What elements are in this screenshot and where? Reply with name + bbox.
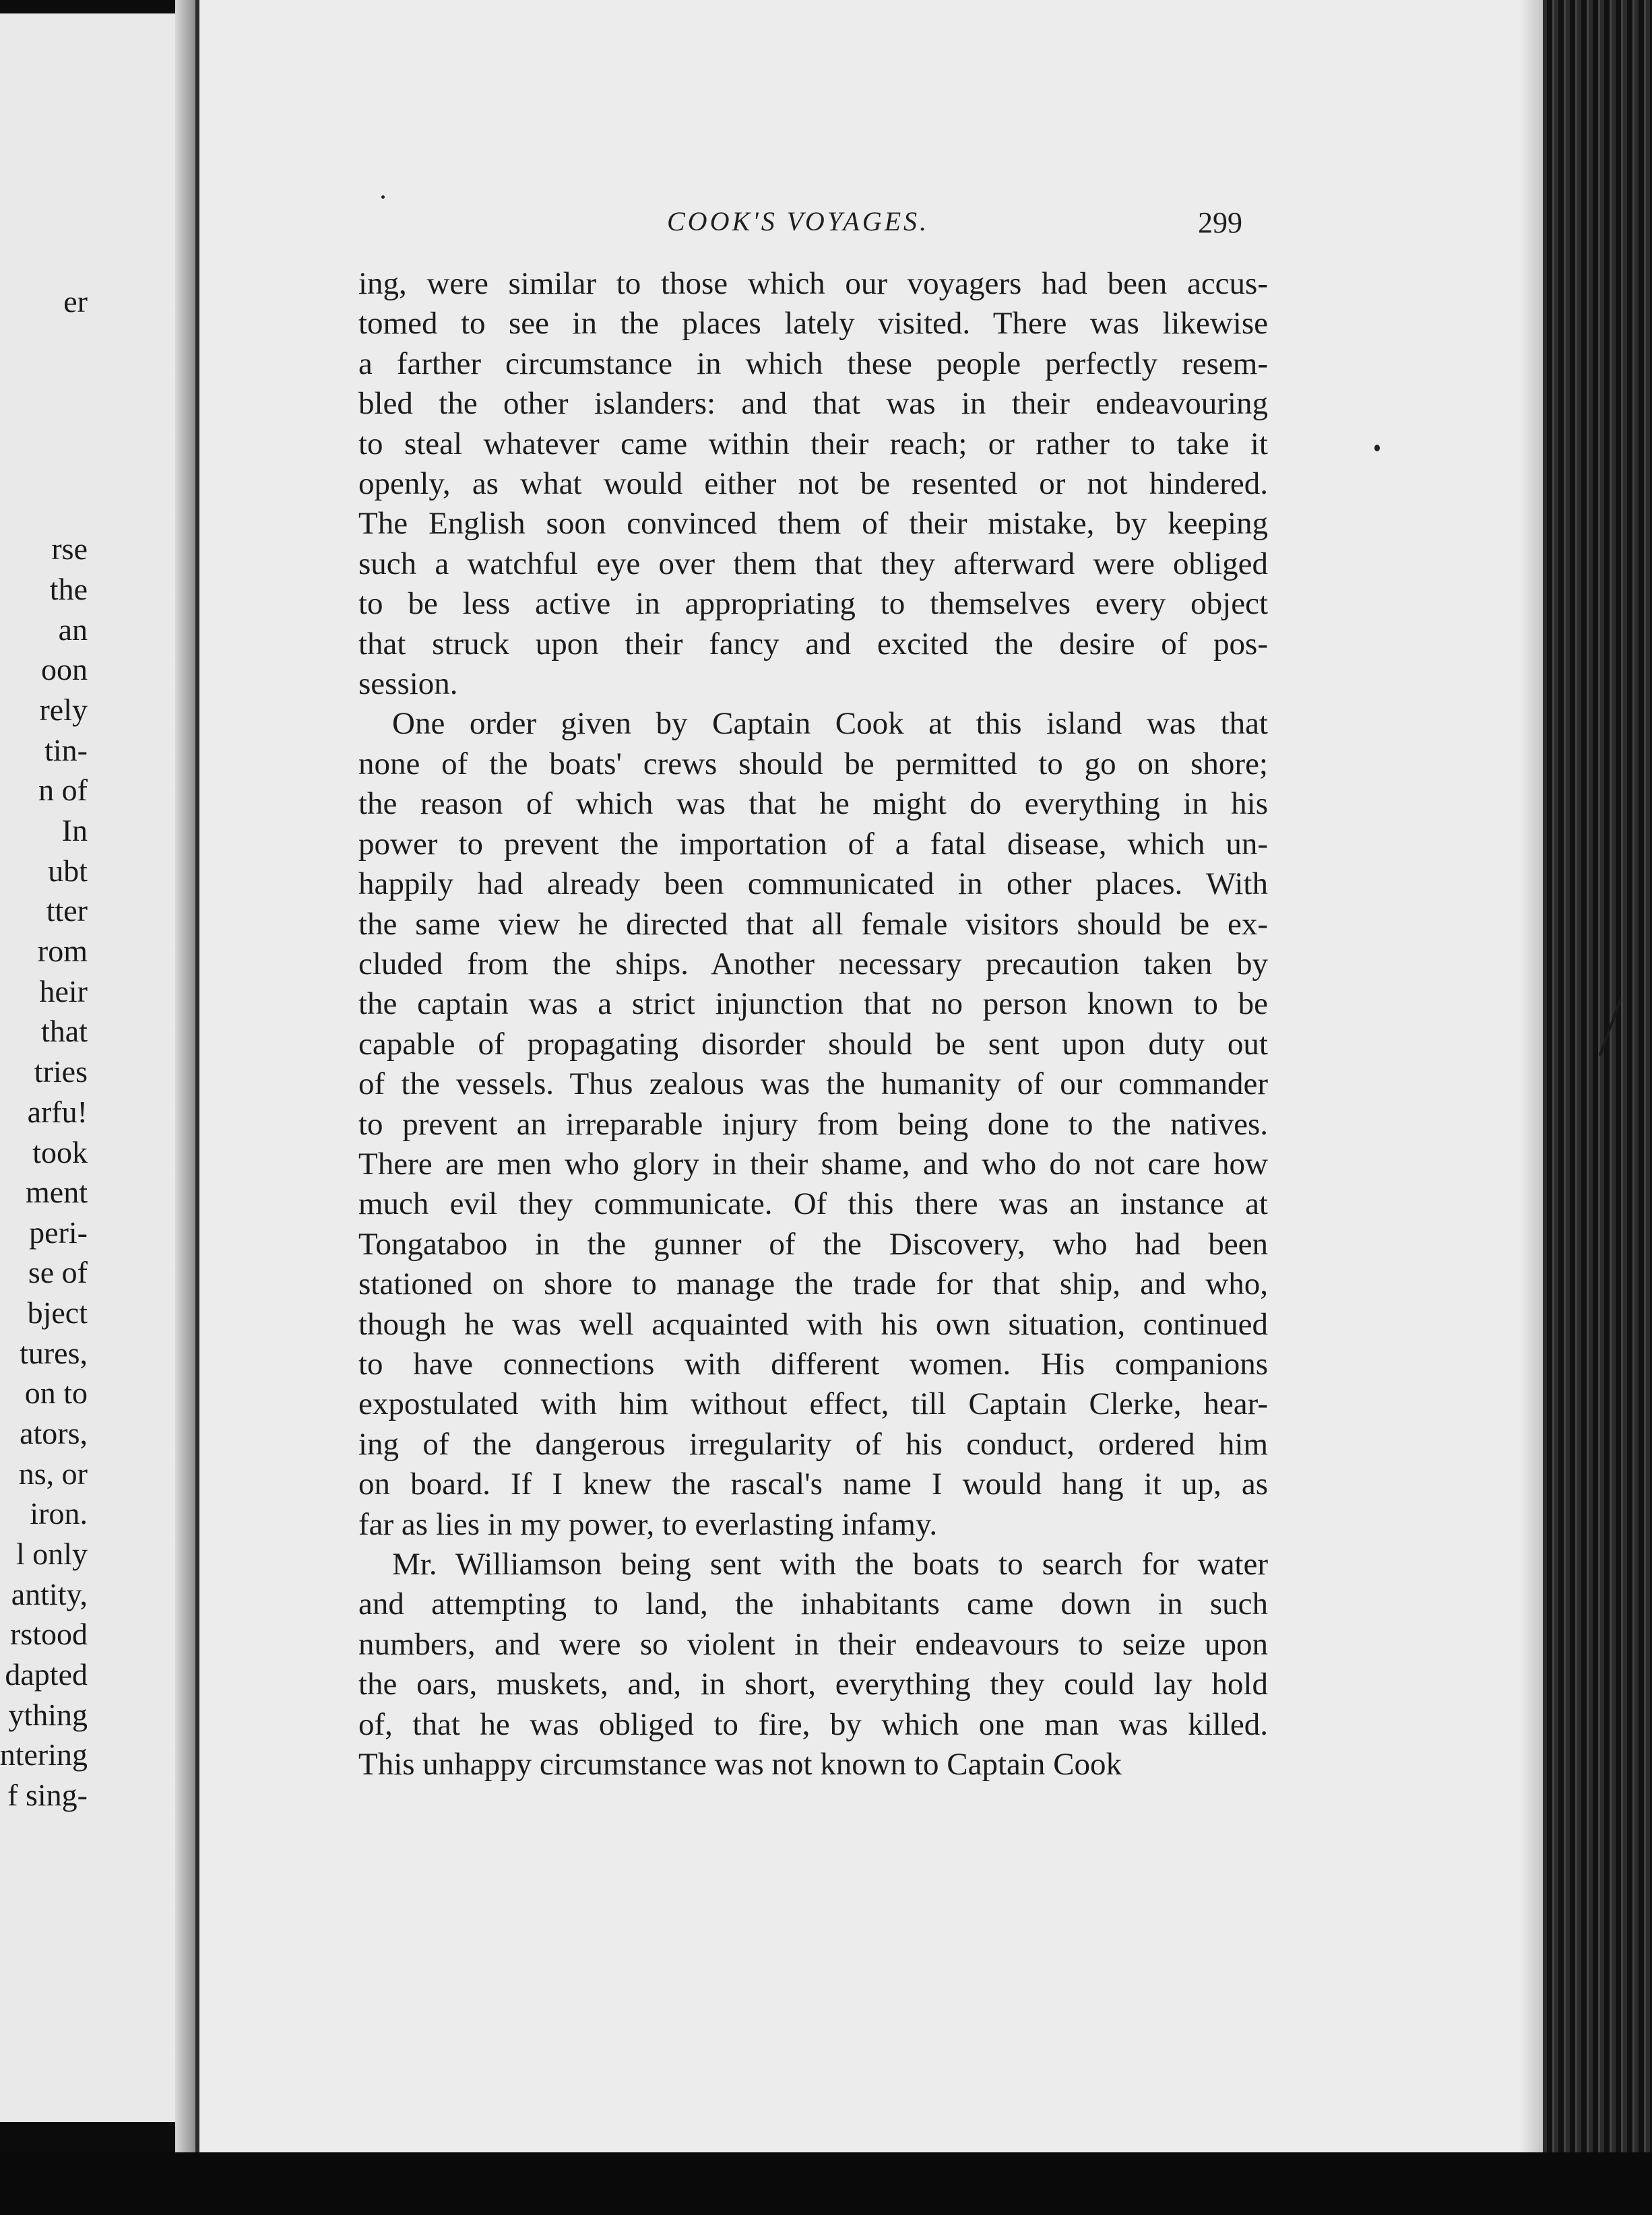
text-line: ing, were similar to those which our voyagers had been accus- <box>358 266 1268 301</box>
text-line: to prevent an irreparable injury from being done to the natives. <box>358 1106 1268 1142</box>
text-line: much evil they communicate. Of this there was an instance at <box>358 1186 1268 1222</box>
facing-page-line: n of <box>38 773 88 807</box>
text-line: expostulated with him without effect, till Captain Clerke, hear- <box>358 1386 1268 1422</box>
paragraph <box>358 704 1268 1545</box>
facing-page-line: rom <box>37 934 88 968</box>
facing-page-line: ything <box>8 1698 88 1732</box>
running-head: COOK'S VOYAGES. <box>667 206 930 236</box>
text-line: This unhappy circumstance was not known to Captain Cook <box>358 1747 1122 1783</box>
text-line: the reason of which was that he might do everything in his <box>358 786 1268 822</box>
facing-page-line: peri- <box>29 1215 88 1250</box>
text-line: One order given by Captain Cook at this island was that <box>392 706 1268 742</box>
facing-page-line: antity, <box>11 1577 88 1611</box>
text-line: none of the boats' crews should be permitted to go on shore; <box>358 746 1268 781</box>
text-line: openly, as what would either not be resented or not hindered. <box>358 466 1268 502</box>
text-line: that struck upon their fancy and excited the desire of pos- <box>358 626 1268 662</box>
facing-page-line: f sing- <box>7 1778 88 1812</box>
page-number: 299 <box>1198 206 1242 239</box>
text-line: to be less active in appropriating to themselves every object <box>358 586 1268 622</box>
facing-page-line: tter <box>46 893 88 928</box>
text-line: bled the other islanders: and that was in their endeavouring <box>358 386 1268 422</box>
facing-page-line: ators, <box>20 1416 88 1450</box>
facing-page-line: bject <box>27 1295 88 1330</box>
facing-page-line: tin- <box>44 733 88 767</box>
facing-page-line: heir <box>39 974 88 1008</box>
facing-page-line: on to <box>24 1376 88 1410</box>
facing-page-line: rstood <box>10 1617 88 1651</box>
text-line: a farther circumstance in which these people perfectly resem- <box>358 346 1268 381</box>
text-line: The English soon convinced them of their mistake, by keeping <box>358 506 1268 542</box>
text-line: Tongataboo in the gunner of the Discovery, who had been <box>358 1226 1268 1262</box>
body-text <box>358 264 1268 1785</box>
text-line: far as lies in my power, to everlasting infamy. <box>358 1506 938 1542</box>
text-line: stationed on shore to manage the trade for that ship, and who, <box>358 1266 1268 1302</box>
facing-page-line: arfu! <box>27 1095 88 1129</box>
text-line: to have connections with different women. His companions <box>358 1346 1268 1382</box>
text-line: numbers, and were so violent in their endeavours to seize upon <box>358 1626 1268 1662</box>
speck <box>1374 445 1380 451</box>
text-line: capable of propagating disorder should be sent upon duty out <box>358 1026 1268 1062</box>
facing-page-line: oon <box>41 652 88 686</box>
facing-page-line: dapted <box>5 1657 88 1692</box>
facing-page-line: the <box>49 572 88 606</box>
text-line: There are men who glory in their shame, and who do not care how <box>358 1146 1268 1182</box>
facing-page-line: tries <box>34 1054 88 1089</box>
text-line: though he was well acquainted with his own situation, continued <box>358 1306 1268 1342</box>
text-line: ing of the dangerous irregularity of his conduct, ordered him <box>358 1426 1268 1462</box>
facing-page-line: ntering <box>0 1737 88 1772</box>
text-line: Mr. Williamson being sent with the boats to search for water <box>392 1547 1268 1582</box>
text-line: of the vessels. Thus zealous was the humanity of our commander <box>358 1066 1268 1102</box>
facing-page-line: tures, <box>20 1336 88 1370</box>
text-line: such a watchful eye over them that they afterward were obliged <box>358 546 1268 581</box>
text-line: happily had already been communicated in other places. With <box>358 866 1268 902</box>
text-line: the oars, muskets, and, in short, everything they could lay hold <box>358 1667 1268 1702</box>
text-line: the captain was a strict injunction that no person known to be <box>358 986 1268 1022</box>
text-line: of, that he was obliged to fire, by which one man was killed. <box>358 1706 1268 1742</box>
facing-page-line: ment <box>26 1175 88 1209</box>
text-line: session. <box>358 666 458 702</box>
facing-page-line: took <box>32 1135 88 1169</box>
text-line: the same view he directed that all female visitors should be ex- <box>358 906 1268 942</box>
facing-page-line: l only <box>15 1537 88 1571</box>
facing-page-line: In <box>61 813 88 847</box>
text-line: to steal whatever came within their reach; or rather to take it <box>358 426 1268 461</box>
facing-page-line: rely <box>39 693 88 727</box>
facing-page-line: ns, or <box>18 1456 88 1491</box>
text-line: cluded from the ships. Another necessary precaution taken by <box>358 946 1268 982</box>
facing-page-line: an <box>58 612 88 647</box>
facing-page-line: se of <box>28 1255 88 1289</box>
facing-page-line: ubt <box>48 854 88 888</box>
text-line: tomed to see in the places lately visited. There was likewise <box>358 306 1268 342</box>
facing-page-line: rse <box>51 532 88 566</box>
text-line: on board. If I knew the rascal's name I would hang it up, as <box>358 1467 1268 1502</box>
facing-page-line: that <box>41 1014 88 1048</box>
text-line: power to prevent the importation of a fatal disease, which un- <box>358 826 1268 862</box>
speck <box>381 195 385 199</box>
facing-page-line: iron. <box>30 1496 88 1531</box>
text-line: and attempting to land, the inhabitants came down in such <box>358 1586 1268 1622</box>
facing-page-line: er <box>63 284 88 319</box>
paragraph <box>358 1545 1268 1785</box>
scan-background <box>0 2152 1652 2215</box>
book-edge <box>1543 0 1652 2215</box>
paragraph <box>358 264 1268 704</box>
